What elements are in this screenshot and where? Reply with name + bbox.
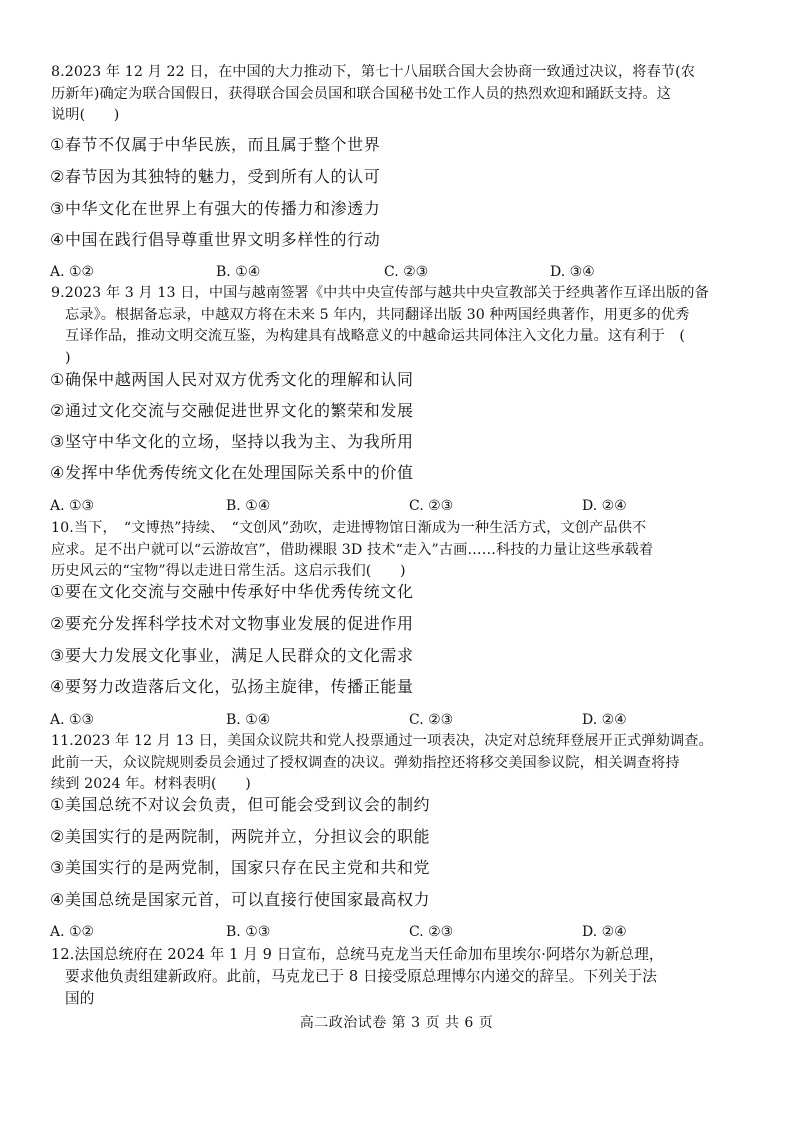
stem-line: 说明( ) bbox=[51, 107, 120, 123]
question-8-choice-a: A. ①② bbox=[50, 264, 95, 280]
question-11-stem bbox=[51, 731, 751, 796]
question-9-choice-d: D. ②④ bbox=[582, 498, 627, 514]
question-8-option-4: ④中国在践行倡导尊重世界文明多样性的行动 bbox=[50, 230, 381, 249]
question-8-option-2: ②春节因为其独特的魅力，受到所有人的认可 bbox=[50, 167, 381, 186]
stem-line: 9.2023 年 3 月 13 日，中国与越南签署《中共中央宣传部与越共中央宣教部关于经典著作互译出版的备 bbox=[51, 285, 709, 301]
stem-line: ) bbox=[65, 349, 71, 366]
question-11-option-3: ③美国实行的是两党制，国家只存在民主党和共和党 bbox=[50, 858, 431, 877]
question-8-option-3: ③中华文化在世界上有强大的传播力和渗透力 bbox=[50, 199, 381, 218]
stem-line: 历新年)确定为联合国假日，获得联合国会员国和联合国秘书处工作人员的热烈欢迎和踊跃支持。这 bbox=[51, 85, 672, 102]
question-8-stem bbox=[51, 62, 751, 127]
question-11-choice-a: A. ①② bbox=[50, 924, 95, 940]
question-10-option-4: ④要努力改造落后文化，弘扬主旋律，传播正能量 bbox=[50, 677, 414, 696]
stem-line: 忘录》。根据备忘录，中越双方将在未来 5 年内，共同翻译出版 30 种两国经典著作，用更多的优秀 bbox=[65, 306, 690, 323]
question-11-option-1: ①美国总统不对议会负责，但可能会受到议会的制约 bbox=[50, 795, 431, 814]
question-10-option-2: ②要充分发挥科学技术对文物事业发展的促进作用 bbox=[50, 614, 414, 633]
stem-line: 国的 bbox=[65, 990, 95, 1007]
stem-line: 续到 2024 年。材料表明( ) bbox=[51, 776, 251, 792]
stem-line: 12.法国总统府在 2024 年 1 月 9 日宣布，总统马克龙当天任命加布里埃尔·阿塔尔为新总理， bbox=[51, 946, 664, 963]
question-9-choice-b: B. ①④ bbox=[226, 498, 271, 514]
question-9-stem bbox=[51, 283, 751, 369]
question-9-option-1: ①确保中越两国人民对双方优秀文化的理解和认同 bbox=[50, 370, 414, 389]
question-9-option-4: ④发挥中华优秀传统文化在处理国际关系中的价值 bbox=[50, 463, 414, 482]
question-9-choice-a: A. ①③ bbox=[50, 498, 95, 514]
question-11-choice-b: B. ①③ bbox=[226, 924, 271, 940]
question-9-choice-c: C. ②③ bbox=[409, 498, 454, 514]
page-footer: 高二政治试卷 第 3 页 共 6 页 bbox=[299, 1015, 494, 1031]
question-8-option-1: ①春节不仅属于中华民族，而且属于整个世界 bbox=[50, 135, 381, 154]
stem-line: 应求。足不出户就可以“云游故宫”，借助裸眼 3D 技术“走入”古画……科技的力量让这些承载着 bbox=[51, 541, 654, 558]
stem-line: 历史风云的“宝物”得以走进日常生活。这启示我们( ) bbox=[51, 563, 406, 579]
question-12-stem bbox=[51, 944, 751, 1010]
question-10-choice-a: A. ①③ bbox=[50, 712, 95, 728]
stem-line: 8.2023 年 12 月 22 日，在中国的大力推动下，第七十八届联合国大会协商一致通过决议，将春节(农 bbox=[51, 64, 696, 80]
question-8-choice-d: D. ③④ bbox=[550, 264, 595, 280]
question-10-stem bbox=[51, 518, 751, 583]
question-10-choice-b: B. ①④ bbox=[226, 712, 271, 728]
stem-line: 11.2023 年 12 月 13 日，美国众议院共和党人投票通过一项表决，决定对总统拜登展开正式弹劾调查。 bbox=[51, 733, 713, 749]
stem-line: 此前一天，众议院规则委员会通过了授权调查的决议。弹劾指控还将移交美国参议院，相关调查将持 bbox=[51, 754, 680, 771]
question-10-choice-d: D. ②④ bbox=[582, 712, 627, 728]
question-8-choice-b: B. ①④ bbox=[216, 264, 261, 280]
question-11-option-2: ②美国实行的是两院制，两院并立，分担议会的职能 bbox=[50, 827, 431, 846]
question-10-option-1: ①要在文化交流与交融中传承好中华优秀传统文化 bbox=[50, 582, 414, 601]
question-9-option-3: ③坚守中华文化的立场，坚持以我为主、为我所用 bbox=[50, 432, 414, 451]
question-10-choice-c: C. ②③ bbox=[409, 712, 454, 728]
stem-line: 互译作品，推动文明交流互鉴，为构建具有战略意义的中越命运共同体注入文化力量。这有利于 ( bbox=[65, 328, 686, 344]
question-11-choice-d: D. ②④ bbox=[582, 924, 627, 940]
question-10-option-3: ③要大力发展文化事业，满足人民群众的文化需求 bbox=[50, 646, 414, 665]
question-9-option-2: ②通过文化交流与交融促进世界文化的繁荣和发展 bbox=[50, 401, 414, 420]
question-8-choice-c: C. ②③ bbox=[384, 264, 429, 280]
stem-line: 10.当下， “文博热”持续、 “文创风”劲吹，走进博物馆日渐成为一种生活方式，文创产品供不 bbox=[51, 520, 647, 536]
question-11-option-4: ④美国总统是国家元首，可以直接行使国家最高权力 bbox=[50, 890, 431, 909]
stem-line: 要求他负责组建新政府。此前，马克龙已于 8 日接受原总理博尔内递交的辞呈。下列关于法 bbox=[65, 968, 657, 985]
question-11-choice-c: C. ②③ bbox=[409, 924, 454, 940]
